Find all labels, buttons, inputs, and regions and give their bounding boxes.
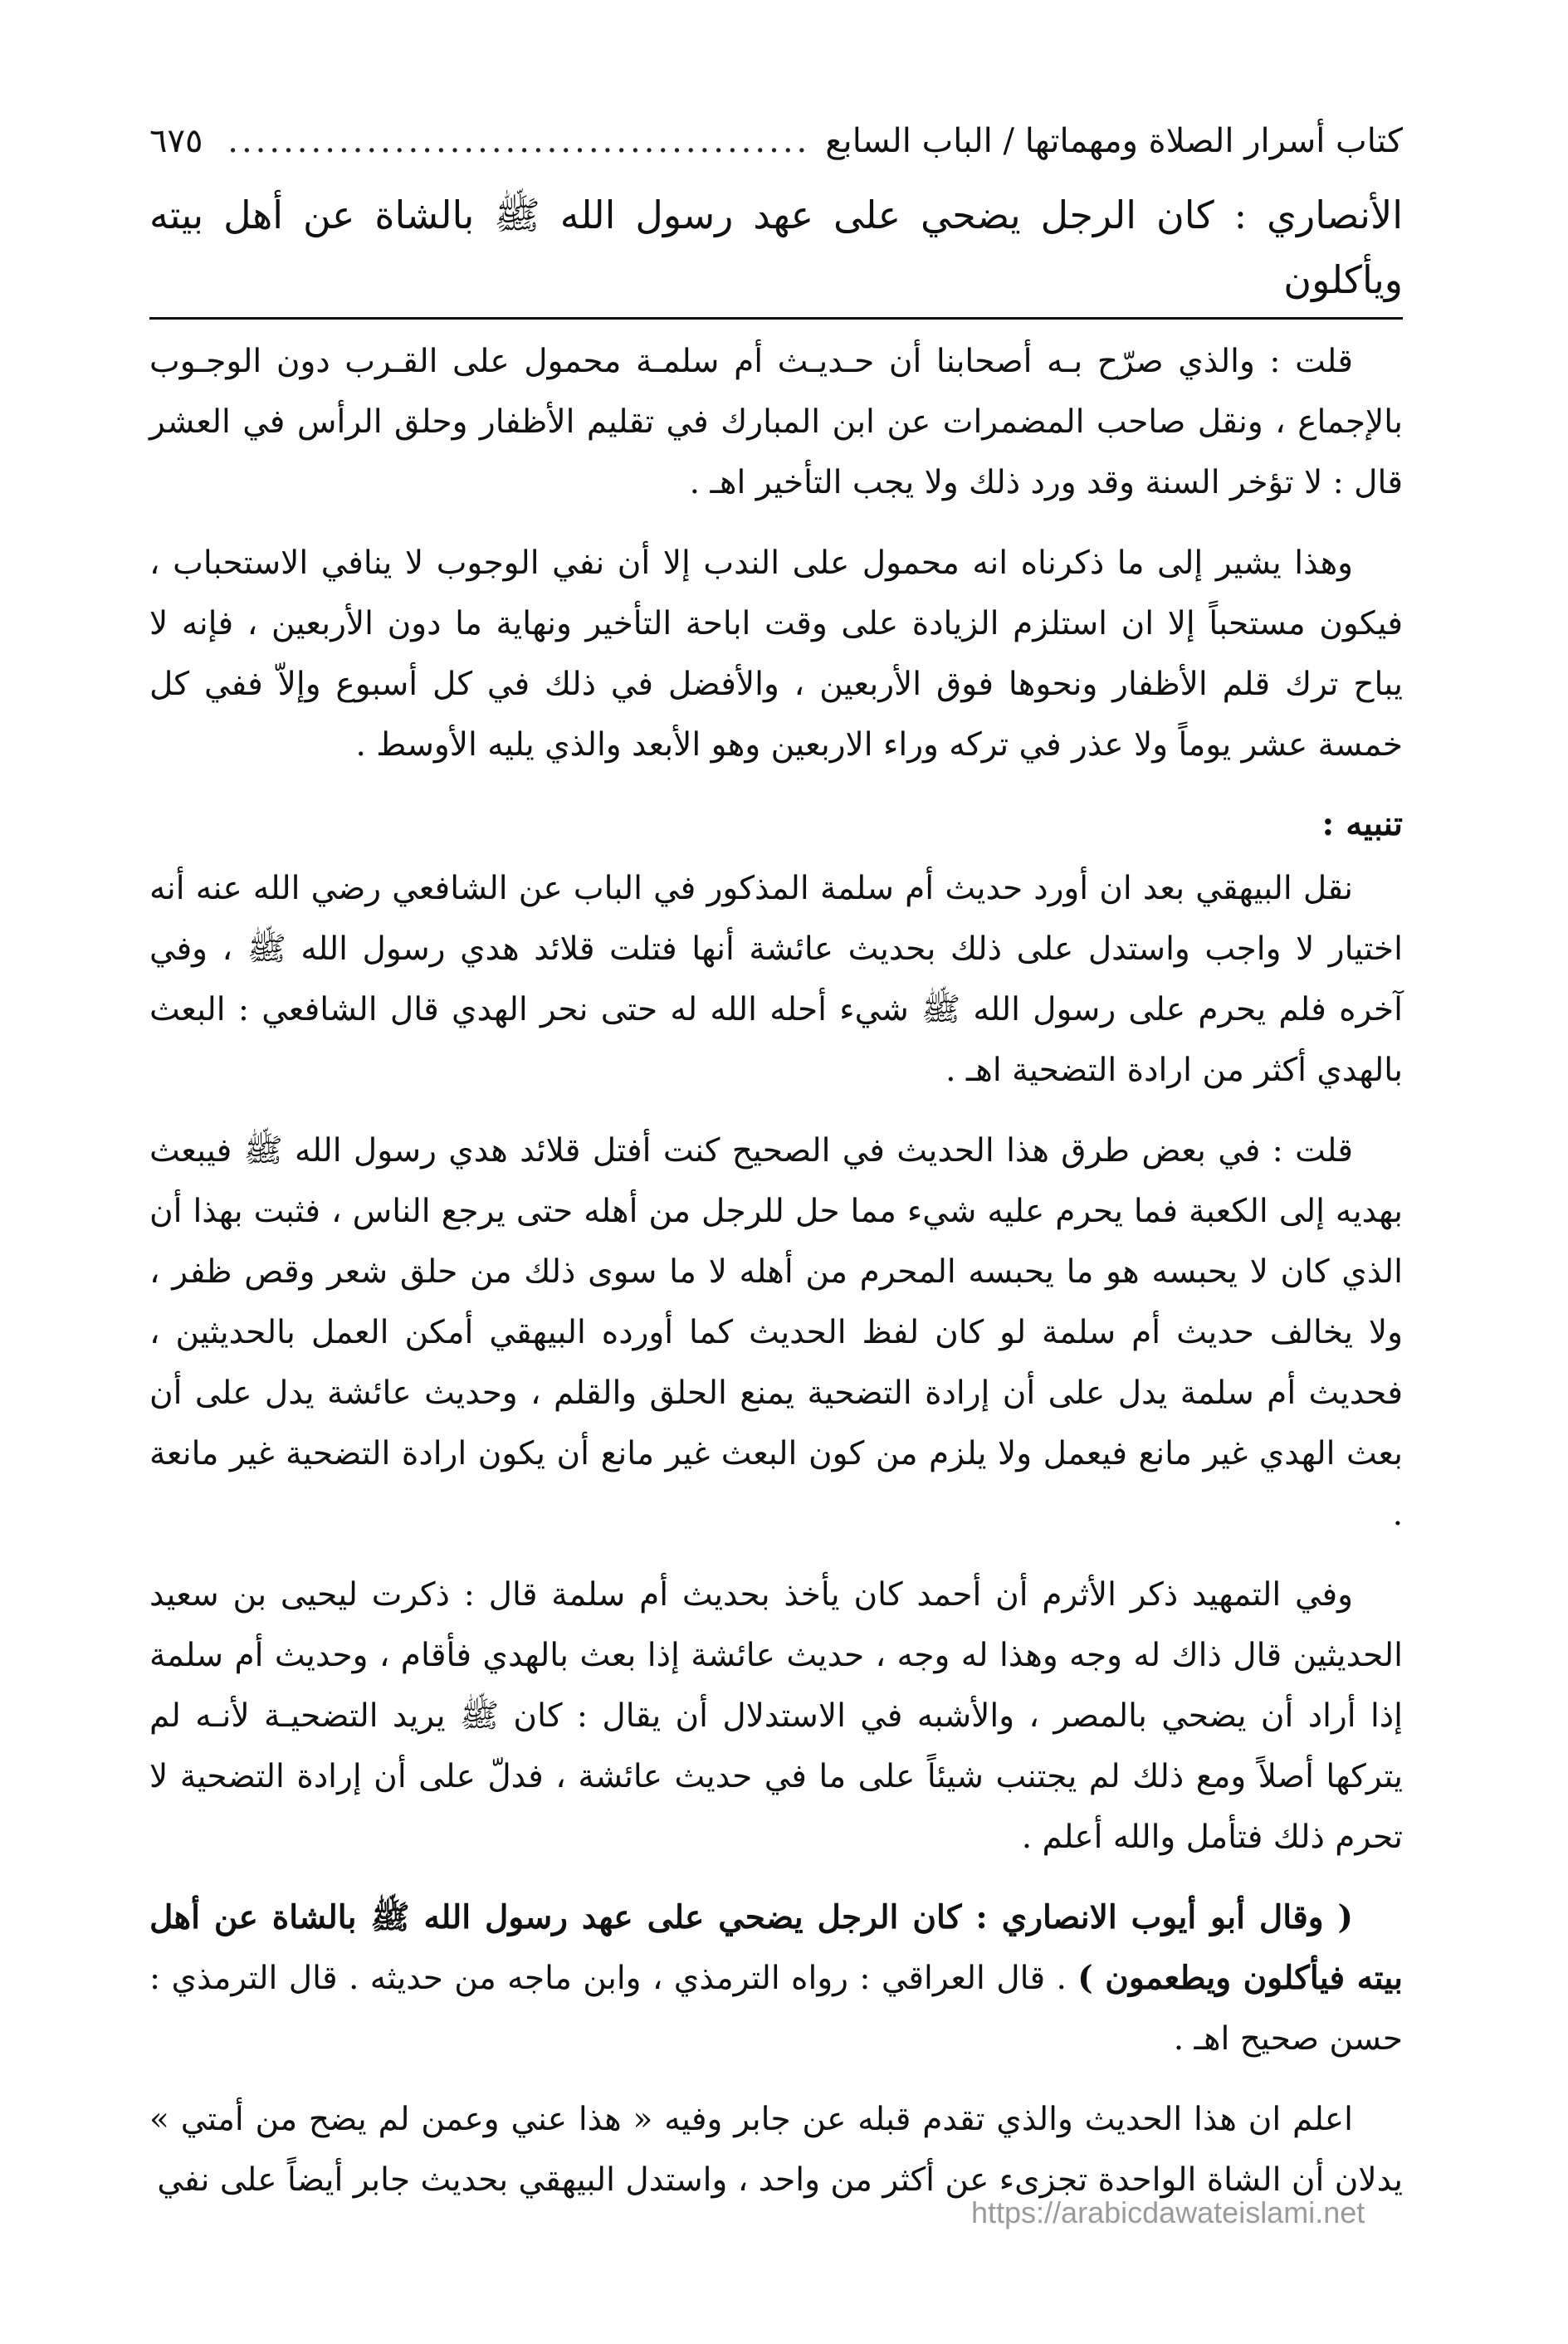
website-watermark: https://arabicdawateislami.net bbox=[971, 2195, 1365, 2229]
paragraph-final: اعلم ان هذا الحديث والذي تقدم قبله عن جابر وفيه « هذا عني وعمن لم يضح من أمتي » يدلان أن الشاة الواحدة تجزىء عن أكثر من واحد ، واستدل البيهقي بحديث جابر أيضاً على نفي bbox=[149, 2101, 1403, 2199]
leader-dots: .......................................... bbox=[227, 122, 811, 160]
paragraph-wa-hadha: وهذا يشير إلى ما ذكرناه انه محمول على الندب إلا أن نفي الوجوب لا ينافي الاستحباب ، فيكون مستحباً إلا ان استلزم الزيادة على وقت اباحة التأخير ونهاية ما دون الأربعين ، فإنه لا يباح ترك قلم الأظفار ونحوها فوق الأربعين ، والأفضل في ذلك في كل أسبوع وإلاّ ففي كل خمسة عشر يوماً ولا عذر في تركه وراء الاربعين وهو الأبعد والذي يليه الأوسط . bbox=[149, 544, 1403, 764]
matn-quote: ( وقال أبو أيوب الانصاري : كان الرجل يضحي على عهد رسول الله ﷺ بالشاة عن أهل بيته فيأكلون ويطعمون ) bbox=[149, 1898, 1403, 1997]
paragraph-bayhaqi: نقل البيهقي بعد ان أورد حديث أم سلمة المذكور في الباب عن الشافعي رضي الله عنه أنه اختيار لا واجب واستدل على ذلك بحديث عائشة أنها فتلت قلائد هدي رسول الله ﷺ ، وفي آخره فلم يحرم على رسول الله ﷺ شيء أحله الله له حتى نحر الهدي قال الشافعي : البعث بالهدي أكثر من ارادة التضحية اهـ . bbox=[149, 870, 1403, 1089]
book-title: كتاب أسرار الصلاة ومهماتها / الباب السابع bbox=[825, 122, 1403, 160]
section-heading-tanbih: تنبيه : bbox=[1321, 804, 1403, 843]
paragraph-qultu-2: قلت : في بعض طرق هذا الحديث في الصحيح كنت أفتل قلائد هدي رسول الله ﷺ فيبعث بهديه إلى الكعبة فما يحرم عليه شيء مما حل للرجل من أهله حتى يرجع الناس ، فثبت بهذا أن الذي كان لا يحبسه هو ما يحبسه المحرم من أهله لا ما سوى ذلك من حلق شعر وقص ظفر ، ولا يخالف حديث أم سلمة لو كان لفظ الحديث كما أورده البيهقي أمكن العمل بالحديثين ، فحديث أم سلمة يدل على أن إرادة التضحية يمنع الحلق والقلم ، وحديث عائشة يدل على أن بعث الهدي غير مانع فيعمل ولا يلزم من كون البعث غير مانع أن يكون ارادة التضحية غير مانعة . bbox=[149, 1132, 1403, 1533]
paragraph-qultu: قلت : والذي صرّح بـه أصحابنا أن حـديـث أم سلمـة محمول على القـرب دون الوجـوب بالإجماع ، ونقل صاحب المضمرات عن ابن المبارك في تقليم الأظفار وحلق الرأس في العشر قال : لا تؤخر السنة وقد ورد ذلك ولا يجب التأخير اهـ . bbox=[149, 343, 1403, 501]
separator-rule bbox=[149, 317, 1403, 320]
paragraph-tamhid: وفي التمهيد ذكر الأثرم أن أحمد كان يأخذ بحديث أم سلمة قال : ذكرت ليحيى بن سعيد الحديثين قال ذاك له وجه وهذا له وجه ، حديث عائشة إذا بعث بالهدي فأقام ، وحديث أم سلمة إذا أراد أن يضحي بالمصر ، والأشبه في الاستدلال أن يقال : كان ﷺ يريد التضحيـة لأنـه لم يتركها أصلاً ومع ذلك لم يجتنب شيئاً على ما في حديث عائشة ، فدلّ على أن إرادة التضحية لا تحرم ذلك فتأمل والله أعلم . bbox=[149, 1576, 1403, 1856]
matn-paragraph bbox=[149, 1887, 1403, 2069]
running-header bbox=[149, 116, 1403, 174]
footnote-continuation-line: الأنصاري : كان الرجل يضحي على عهد رسول الله ﷺ بالشاة عن أهل بيته ويأكلون bbox=[149, 193, 1403, 302]
book-page bbox=[149, 116, 1403, 2230]
matn-commentary: . قال العراقي : رواه الترمذي ، وابن ماجه من حديثه . قال الترمذي : حسن صحيح اهـ . bbox=[149, 1960, 1403, 2058]
page-number: ٦٧٥ bbox=[149, 122, 203, 160]
